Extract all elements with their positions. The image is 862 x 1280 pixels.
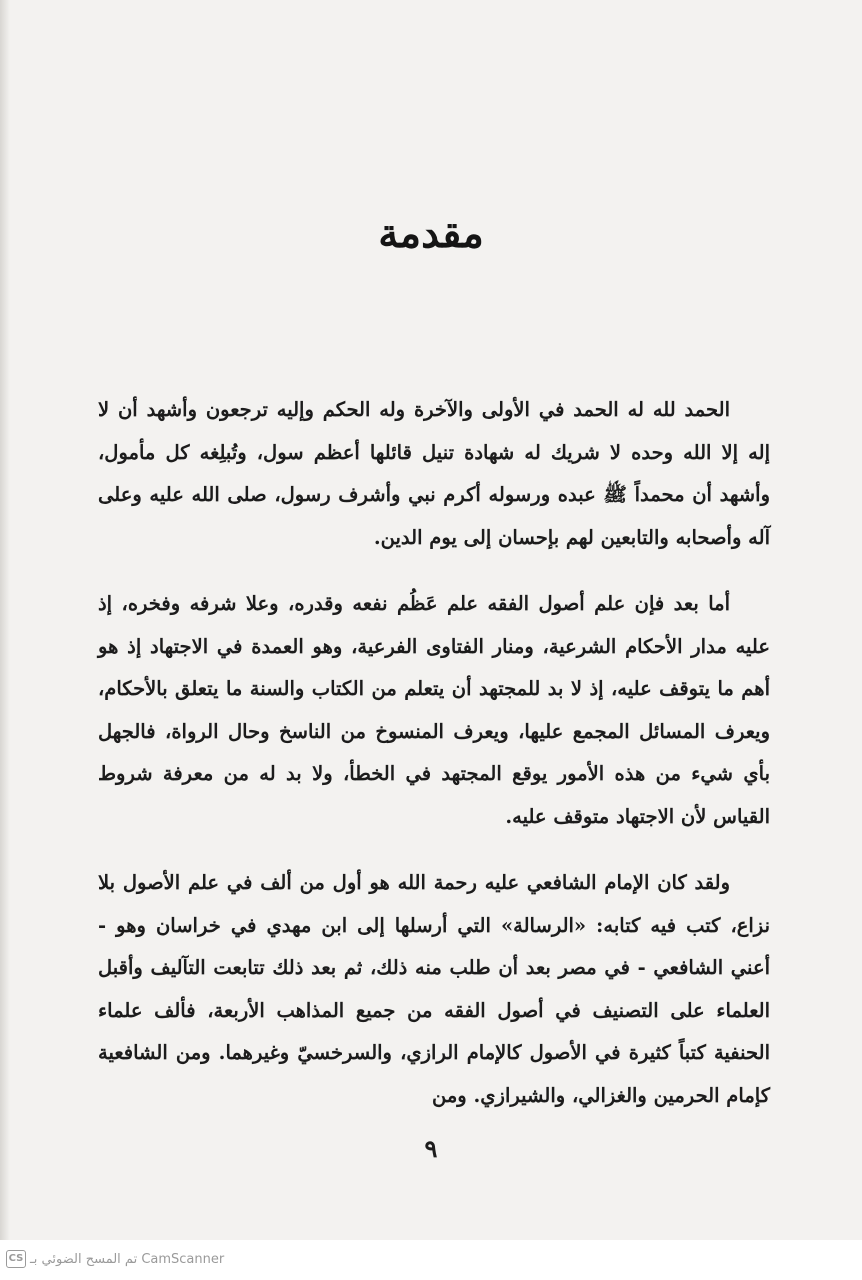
- camscanner-logo-icon: CS: [6, 1250, 26, 1268]
- paragraph-text: الحمد لله له الحمد في الأولى والآخرة وله الحكم وإليه ترجعون وأشهد أن لا إله إلا الله وحده لا شريك له شهادة تنيل قائلها أعظم سول، وتُبلِغه كل مأمول، وأشهد أن محمداً ﷺ عبده ورسوله أكرم نبي وأشرف رسول، صلى الله عليه وعلى آله وأصحابه والتابعين لهم بإحسان إلى يوم الدين.: [98, 398, 770, 549]
- watermark-text: تم المسح الضوئي بـ CamScanner: [30, 1251, 225, 1267]
- paragraph-text: أما بعد فإن علم أصول الفقه علم عَظُم نفعه وقدره، وعلا شرفه وفخره، إذ عليه مدار الأحكام الشرعية، ومنار الفتاوى الفرعية، وهو العمدة في الاجتهاد إذ هو أهم ما يتوقف عليه، إذ لا بد للمجتهد أن يتعلم من الكتاب والسنة ما يتعلق بالأحكام، ويعرف المسائل المجمع عليها، ويعرف المنسوخ من الناسخ وحال الرواة، فالجهل بأي شيء من هذه الأمور يوقع المجتهد في الخطأ، ولا بد له من معرفة شروط القياس لأن الاجتهاد متوقف عليه.: [98, 592, 770, 828]
- paragraph-text: ولقد كان الإمام الشافعي عليه رحمة الله هو أول من ألف في علم الأصول بلا نزاع، كتب فيه كتابه: «الرسالة» التي أرسلها إلى ابن مهدي في خراسان وهو - أعني الشافعي - في مصر بعد أن طلب منه ذلك، ثم بعد ذلك تتابعت التآليف وأقبل العلماء على التصنيف في أصول الفقه من جميع المذاهب الأربعة، فألف علماء الحنفية كتباً كثيرة في الأصول كالإمام الرازي، والسرخسيّ وغيرهما. ومن الشافعية كإمام الحرمين والغزالي، والشيرازي. ومن: [98, 871, 770, 1107]
- page-number: ٩: [424, 1134, 438, 1163]
- scan-edge-shadow: [0, 0, 10, 1240]
- page-title: مقدمة: [378, 210, 484, 257]
- scanner-watermark: [0, 1240, 862, 1280]
- paragraph-opening: [98, 389, 770, 559]
- paragraph-usul-importance: [98, 583, 770, 838]
- paragraph-shafii-history: [98, 862, 770, 1117]
